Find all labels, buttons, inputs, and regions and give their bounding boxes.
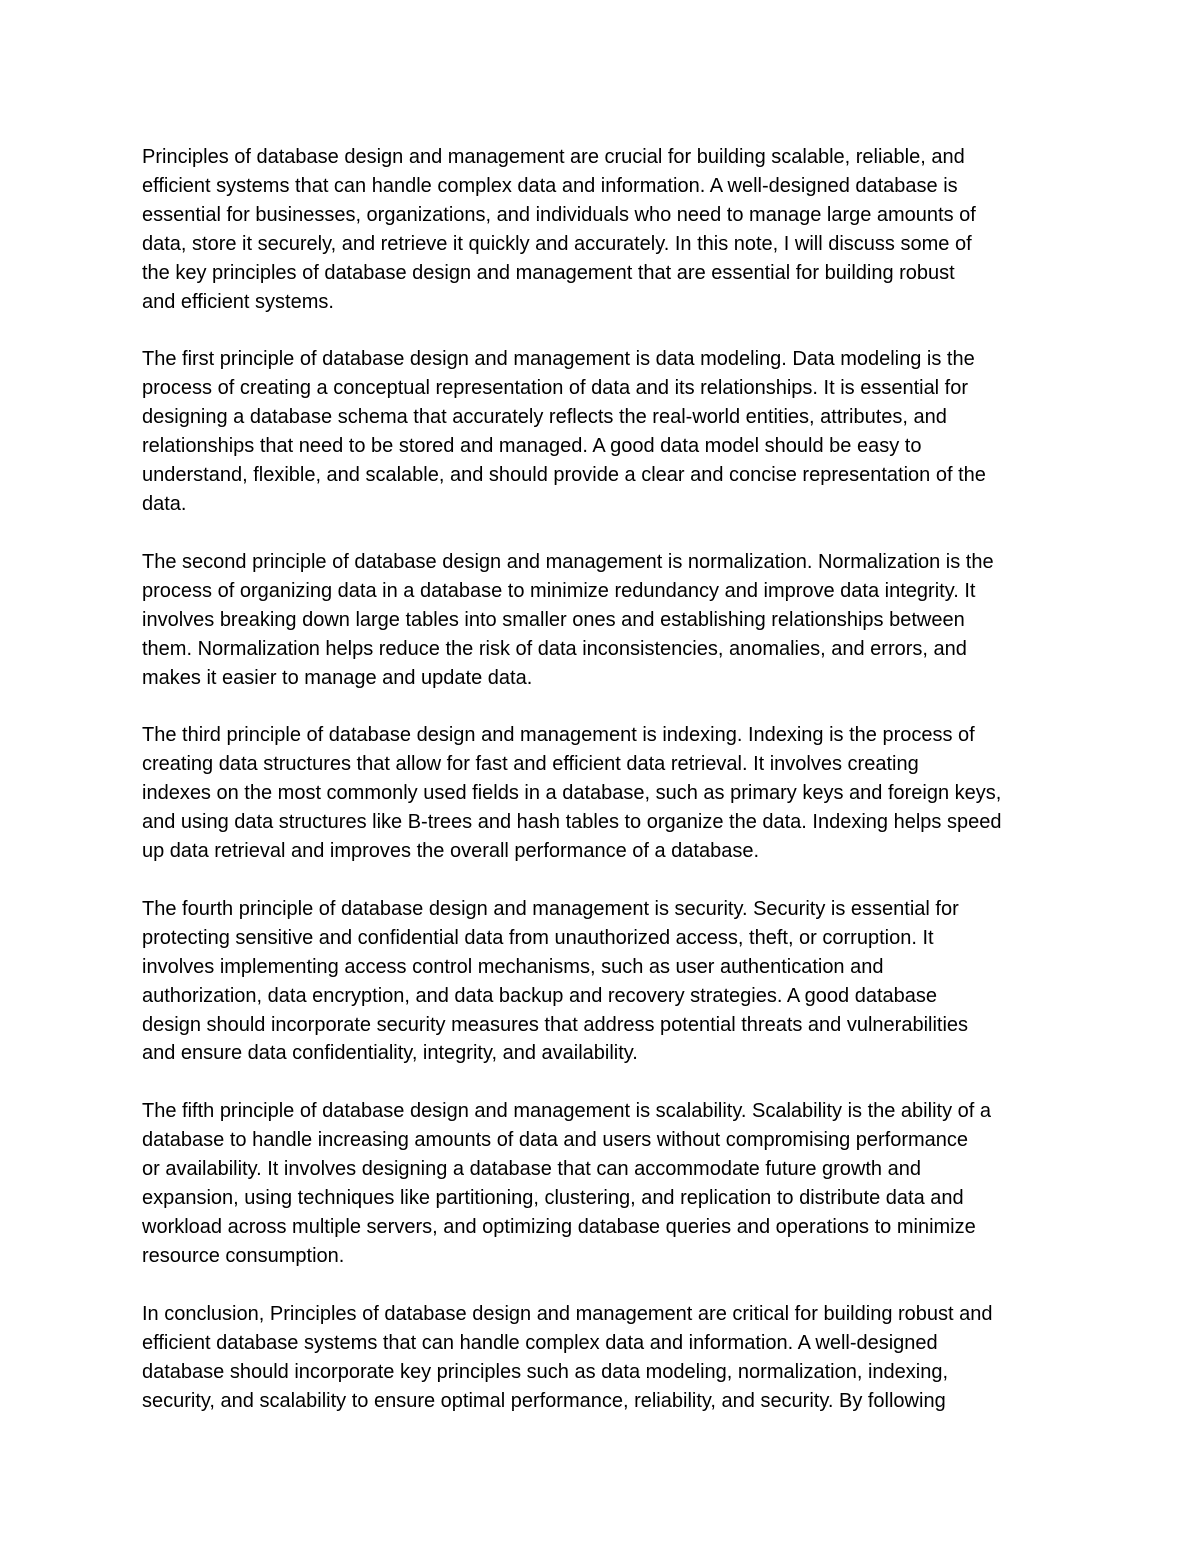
text-line: efficient systems that can handle complex data and information. A well-designed database is — [142, 174, 958, 197]
text-line: The third principle of database design and management is indexing. Indexing is the process of — [142, 724, 975, 747]
text-line: efficient database systems that can handle complex data and information. A well-designed — [142, 1331, 938, 1354]
text-line: process of organizing data in a database to minimize redundancy and improve data integrity. It — [142, 579, 976, 602]
text-line: designing a database schema that accurately reflects the real-world entities, attributes, and — [142, 406, 947, 429]
text-line: involves implementing access control mechanisms, such as user authentication and — [142, 955, 884, 978]
text-line: design should incorporate security measures that address potential threats and vulnerabilities — [142, 1013, 969, 1036]
text-line: the key principles of database design and management that are essential for building robust — [142, 261, 955, 284]
paragraph — [142, 345, 1072, 518]
text-line: process of creating a conceptual representation of data and its relationships. It is essential for — [142, 377, 969, 400]
text-line: and ensure data confidentiality, integrity, and availability. — [142, 1042, 638, 1065]
text-line: expansion, using techniques like partitioning, clustering, and replication to distribute data and — [142, 1187, 964, 1210]
text-line: understand, flexible, and scalable, and should provide a clear and concise representation of the — [142, 464, 986, 487]
text-line: authorization, data encryption, and data backup and recovery strategies. A good database — [142, 984, 937, 1007]
text-line: database should incorporate key principles such as data modeling, normalization, indexing, — [142, 1360, 949, 1383]
text-line: The second principle of database design and management is normalization. Normalization is the — [142, 550, 994, 573]
text-line: The fifth principle of database design and management is scalability. Scalability is the ability of a — [142, 1100, 991, 1123]
text-line: protecting sensitive and confidential data from unauthorized access, theft, or corruption. It — [142, 926, 934, 949]
text-line: data. — [142, 492, 187, 515]
text-line: essential for businesses, organizations, and individuals who need to manage large amounts of — [142, 203, 976, 226]
text-line: them. Normalization helps reduce the risk of data inconsistencies, anomalies, and errors, and — [142, 637, 967, 660]
text-line: involves breaking down large tables into smaller ones and establishing relationships between — [142, 608, 965, 631]
paragraph — [142, 721, 1072, 866]
text-line: indexes on the most commonly used fields in a database, such as primary keys and foreign keys, — [142, 782, 1002, 805]
text-line: resource consumption. — [142, 1244, 345, 1267]
text-line: or availability. It involves designing a database that can accommodate future growth and — [142, 1158, 921, 1181]
text-line: up data retrieval and improves the overall performance of a database. — [142, 840, 760, 863]
text-line: security, and scalability to ensure optimal performance, reliability, and security. By following — [142, 1389, 946, 1412]
text-line: creating data structures that allow for fast and efficient data retrieval. It involves creating — [142, 753, 919, 776]
paragraph — [142, 895, 1072, 1068]
text-line: and using data structures like B-trees and hash tables to organize the data. Indexing helps speed — [142, 811, 1002, 834]
paragraph — [142, 548, 1072, 693]
text-line: workload across multiple servers, and optimizing database queries and operations to minimize — [142, 1216, 976, 1238]
text-line: database to handle increasing amounts of data and users without compromising performance — [142, 1129, 969, 1152]
text-line: The first principle of database design and management is data modeling. Data modeling is the — [142, 348, 975, 371]
text-line: relationships that need to be stored and managed. A good data model should be easy to — [142, 435, 922, 458]
text-line: Principles of database design and management are crucial for building scalable, reliable, and — [142, 146, 965, 168]
document-body — [142, 143, 1072, 1444]
paragraph — [142, 1097, 1072, 1270]
paragraph — [142, 1300, 1072, 1416]
text-line: The fourth principle of database design and management is security. Security is essential for — [142, 897, 959, 920]
text-line: In conclusion, Principles of database design and management are critical for building robust and — [142, 1302, 993, 1325]
paragraph — [142, 143, 1072, 316]
text-line: makes it easier to manage and update data. — [142, 666, 533, 689]
text-line: and efficient systems. — [142, 290, 334, 313]
text-line: data, store it securely, and retrieve it quickly and accurately. In this note, I will discuss some of — [142, 232, 972, 255]
